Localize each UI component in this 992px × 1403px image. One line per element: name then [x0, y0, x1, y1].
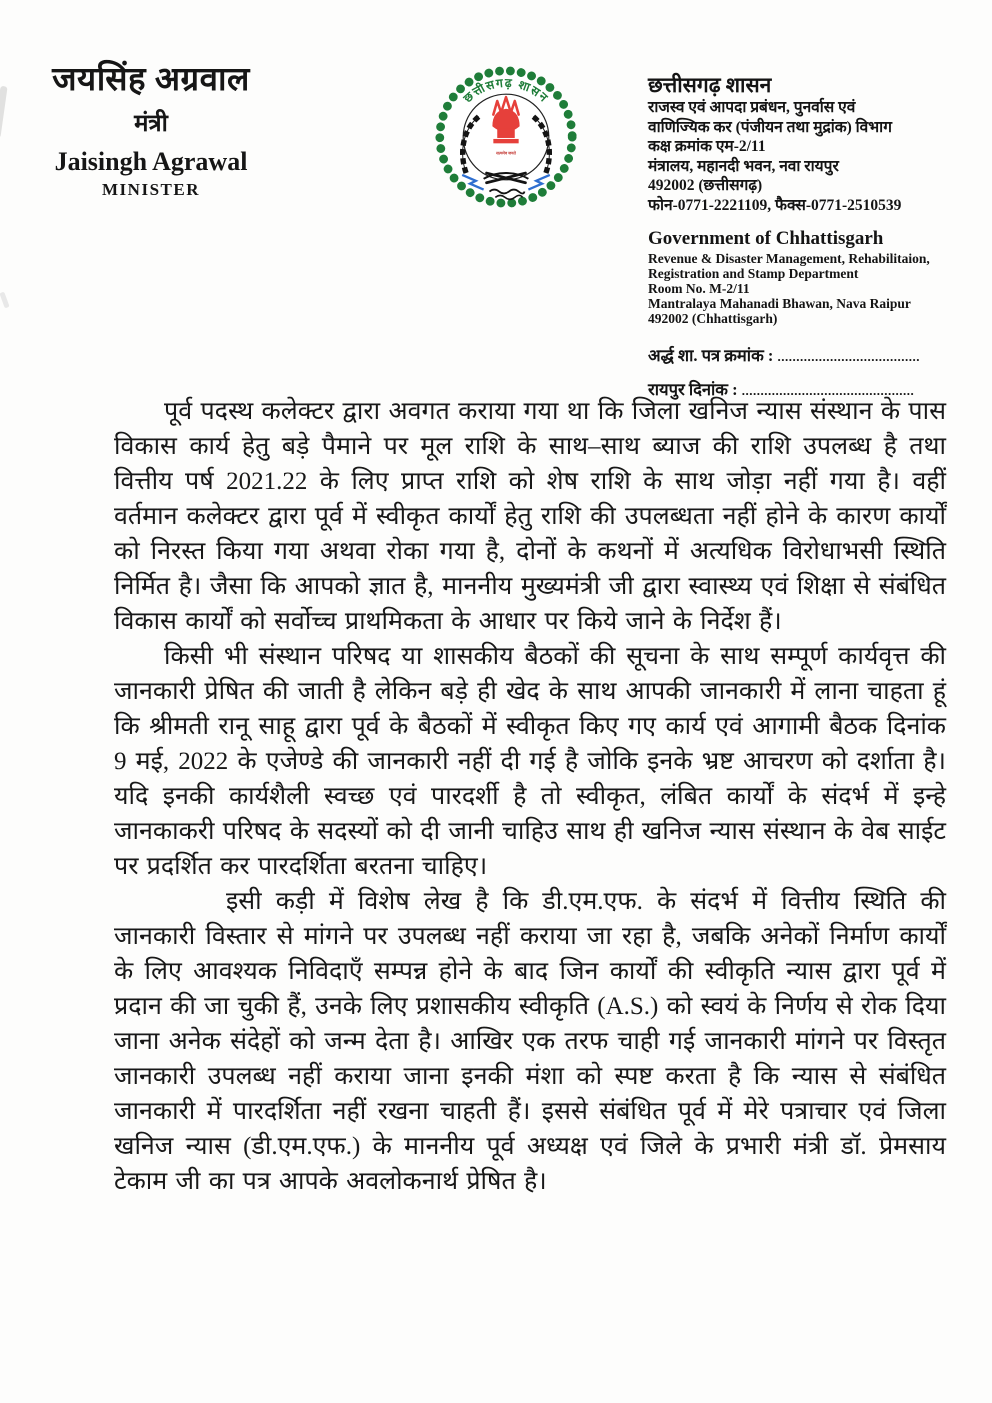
dept-line-english: Registration and Stamp Department: [648, 266, 859, 281]
date-blank: ..............................................: [741, 383, 915, 398]
dept-line-hindi: वाणिज्यिक कर (पंजीयन तथा मुद्रांक) विभाग: [648, 118, 892, 136]
chhattisgarh-state-seal-icon: [433, 62, 579, 212]
paragraph-1: पूर्व पदस्थ कलेक्टर द्वारा अवगत कराया गया था कि जिला खनिज न्यास संस्थान के पास विकास कार्य हेतु बड़े पैमाने पर मूल राशि के साथ–साथ ब्याज की राशि उपलब्ध है तथा वित्तीय पर्ष 2021.22 के लिए प्राप्त राशि को शेष राशि के साथ जोड़ा नहीं गया है। वहीं वर्तमान कलेक्टर द्वारा पूर्व में स्वीकृत कार्यों हेतु राशि की उपलब्धता नहीं होने के कारण कार्यों को निरस्त किया गया अथवा रोका गया है, दोनों के कथनों में अत्यधिक विरोधाभसी स्थिति निर्मित है। जैसा कि आपको ज्ञात है, माननीय मुख्यमंत्री जी द्वारा स्वास्थ्य एवं शिक्षा से संबंधित विकास कार्यों को सर्वोच्च प्राथमिकता के आधार पर किये जाने के निर्देश हैं।: [114, 398, 946, 635]
dept-line-english: Revenue & Disaster Management, Rehabilitaion,: [648, 251, 930, 266]
reference-block: [648, 346, 980, 401]
letter-number-label: अर्द्ध शा. पत्र क्रमांक :: [648, 346, 774, 365]
state-emblem-graphic: [433, 62, 579, 212]
scan-artifact: [0, 86, 8, 138]
scan-artifact: [0, 292, 10, 309]
dept-line-hindi: राजस्व एवं आपदा प्रबंधन, पुनर्वास एवं: [648, 99, 856, 116]
emblem-motto-text: सत्यमेव जयते: [496, 150, 516, 156]
pincode-english: 492002 (Chhattisgarh): [648, 311, 778, 326]
sender-title-hindi: मंत्री: [134, 111, 168, 137]
department-block: [648, 72, 980, 401]
room-number-hindi: कक्ष क्रमांक एम-2/11: [648, 138, 766, 155]
pincode-hindi: 492002 (छत्तीसगढ़): [648, 177, 763, 194]
address-english: Mantralaya Mahanadi Bhawan, Nava Raipur: [648, 296, 911, 311]
govt-title-hindi: छत्तीसगढ़ शासन: [648, 73, 772, 97]
sender-block: [34, 60, 268, 200]
sender-title-english: MINISTER: [102, 180, 200, 199]
govt-title-english: Government of Chhattisgarh: [648, 228, 884, 249]
letter-number-row: [648, 346, 980, 367]
sender-name-english: Jaisingh Agrawal: [54, 147, 248, 176]
address-hindi: मंत्रालय, महानदी भवन, नवा रायपुर: [648, 157, 839, 175]
date-label: रायपुर दिनांक :: [648, 380, 738, 399]
room-number-english: Room No. M-2/11: [648, 281, 750, 296]
paragraph-2: किसी भी संस्थान परिषद या शासकीय बैठकों की सूचना के साथ सम्पूर्ण कार्यवृत्त की जानकारी प्रेषित की जाती है लेकिन बड़े ही खेद के साथ आपकी जानकारी में लाना चाहता हूं कि श्रीमती रानू साहू द्वारा पूर्व के बैठकों में स्वीकृत किए गए कार्य एवं आगामी बैठक दिनांक 9 मई, 2022 के एजेण्डे की जानकारी नहीं दी गई है जोकि इनके भ्रष्ट आचरण को दर्शाता है। यदि इनकी कार्यशैली स्वच्छ एवं पारदर्शी है तो स्वीकृत, लंबित कार्यों के संदर्भ में इन्हे जानकाकरी परिषद के सदस्यों को दी जानी चाहिउ साथ ही खनिज न्यास संस्थान के वेब साईट पर प्रदर्शित कर पारदर्शिता बरतना चाहिए।: [114, 643, 946, 880]
letter-body: [114, 394, 946, 1199]
sender-name-hindi: जयसिंह अग्रवाल: [52, 62, 250, 98]
paragraph-3: इसी कड़ी में विशेष लेख है कि डी.एम.एफ. के संदर्भ में वित्तीय स्थिति की जानकारी विस्तार से मांगने पर उपलब्ध नहीं कराया जा रहा है, जबकि अनेकों निर्माण कार्यों के लिए आवश्यक निविदाएँ सम्पन्न होने के बाद जिन कार्यों की स्वीकृति न्यास द्वारा पूर्व में प्रदान की जा चुकी हैं, उनके लिए प्रशासकीय स्वीकृति (A.S.) को स्वयं के निर्णय से रोक दिया जाना अनेक संदेहों को जन्म देता है। आखिर एक तरफ चाही गई जानकारी मांगने पर विस्तृत जानकारी उपलब्ध नहीं कराया जाना इनकी मंशा को स्पष्ट करता है कि न्यास से संबंधित जानकारी में पारदर्शिता नहीं रखना चाहती हैं। इससे संबंधित पूर्व में मेरे पत्राचार एवं जिला खनिज न्यास (डी.एम.एफ.) के माननीय पूर्व अध्यक्ष एवं जिले के प्रभारी मंत्री डॉ. प्रेमसाय टेकाम जी का पत्र आपके अवलोकनार्थ प्रेषित है।: [114, 888, 946, 1195]
emblem-ring-text: छत्तीसगढ़ शासन: [460, 75, 552, 106]
letter-number-blank: ......................................: [777, 349, 920, 364]
phone-fax-hindi: फोन-0771-2221109, फैक्स-0771-2510539: [648, 196, 902, 214]
